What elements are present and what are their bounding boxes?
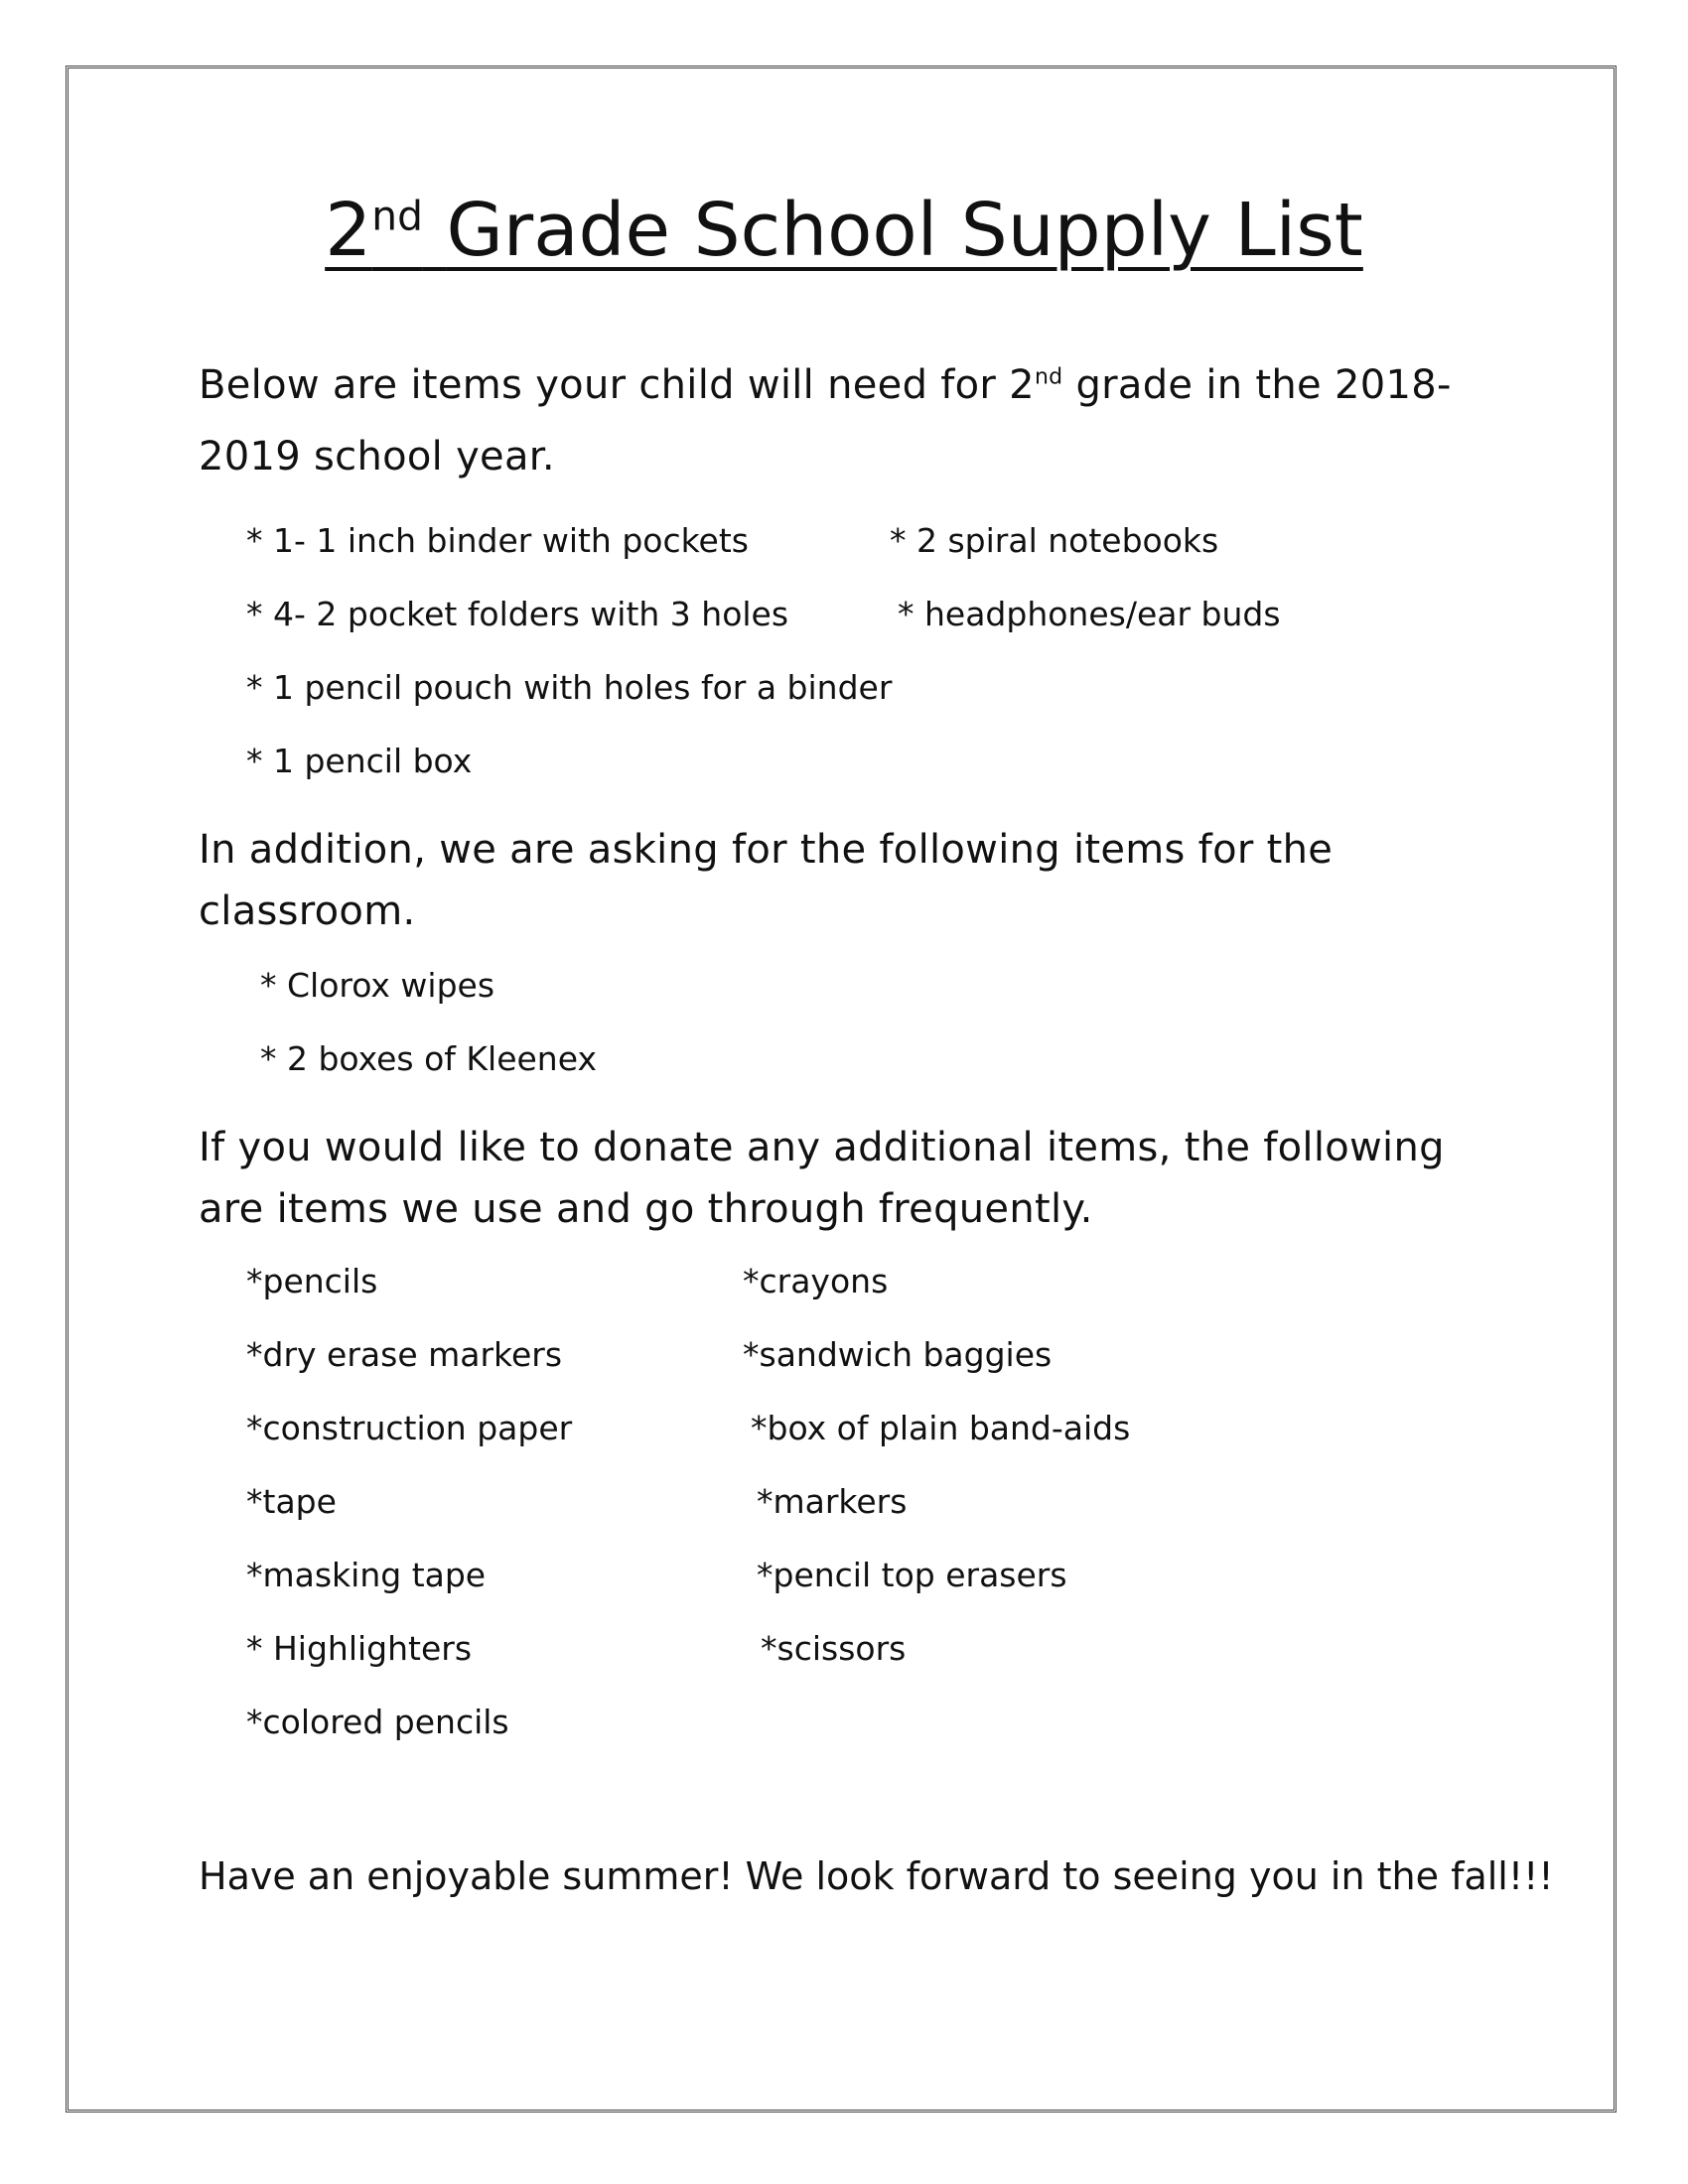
donate-item: *dry erase markers (246, 1335, 563, 1374)
required-item: * 4- 2 pocket folders with 3 holes (246, 595, 789, 633)
required-item: * 2 spiral notebooks (890, 521, 1219, 560)
donate-item: *box of plain band-aids (751, 1409, 1131, 1447)
donate-item: *crayons (743, 1262, 889, 1300)
intro-line2: 2019 school year. (199, 434, 555, 479)
donate-line1: If you would like to donate any additional items, the following (199, 1125, 1445, 1170)
donate-paragraph (199, 1117, 1489, 1240)
closing-message: Have an enjoyable summer! We look forward to seeing you in the fall!!! (199, 1854, 1554, 1898)
donate-item: *tape (246, 1482, 337, 1521)
intro-part1: Below are items your child will need for 2 (199, 362, 1035, 408)
intro-part2: grade in the 2018- (1062, 362, 1452, 408)
donate-item: *markers (757, 1482, 908, 1521)
donate-line2: are items we use and go through frequently. (199, 1186, 1093, 1232)
intro-superscript: nd (1034, 364, 1063, 390)
classroom-item: * 2 boxes of Kleenex (260, 1039, 597, 1078)
donate-item: *construction paper (246, 1409, 573, 1447)
classroom-item: * Clorox wipes (260, 966, 495, 1005)
required-item: * headphones/ear buds (898, 595, 1281, 633)
donate-item: *masking tape (246, 1556, 487, 1594)
classroom-line1: In addition, we are asking for the following items for the (199, 827, 1334, 873)
title-superscript: nd (371, 192, 423, 240)
donate-item: * Highlighters (246, 1629, 473, 1668)
donate-item: *scissors (761, 1629, 907, 1668)
page-title (0, 188, 1688, 273)
required-item: * 1 pencil pouch with holes for a binder (246, 668, 893, 707)
donate-item: *pencil top erasers (757, 1556, 1067, 1594)
title-text: Grade School Supply List (446, 188, 1363, 273)
classroom-paragraph (199, 819, 1489, 942)
donate-item: *pencils (246, 1262, 378, 1300)
required-item: * 1 pencil box (246, 742, 473, 780)
title-number: 2 (325, 188, 372, 273)
classroom-line2: classroom. (199, 888, 416, 934)
donate-item: *sandwich baggies (743, 1335, 1053, 1374)
intro-paragraph (199, 349, 1489, 492)
required-item: * 1- 1 inch binder with pockets (246, 521, 749, 560)
donate-item: *colored pencils (246, 1703, 509, 1741)
